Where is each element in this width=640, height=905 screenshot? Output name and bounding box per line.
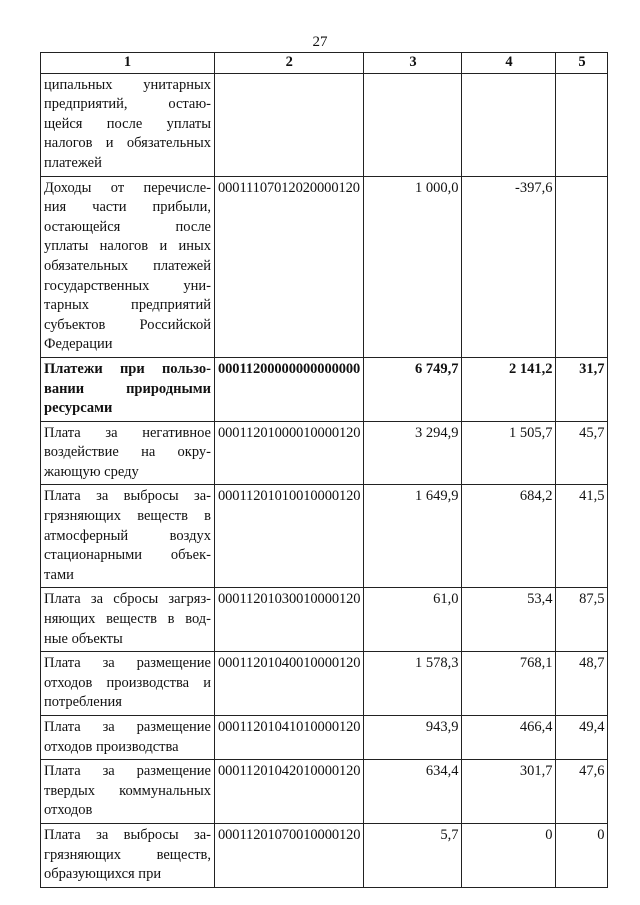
row-percent: 31,7 (556, 357, 608, 421)
row-percent: 49,4 (556, 716, 608, 760)
row-code: 00011201010010000120 (215, 485, 364, 588)
row-code (215, 73, 364, 176)
table-row (41, 716, 608, 760)
row-plan-value: 1 578,3 (364, 652, 462, 716)
row-name: Доходы от перечисле- ния части прибыли, остающейся после уплаты налогов и иных обязательных платежей государственных уни- тарных предприятий субъектов Российской Федерации (41, 176, 215, 357)
row-fact-value: 301,7 (462, 760, 556, 824)
row-fact-value (462, 73, 556, 176)
table-row (41, 357, 608, 421)
row-fact-value: -397,6 (462, 176, 556, 357)
row-fact-value: 768,1 (462, 652, 556, 716)
row-plan-value: 6 749,7 (364, 357, 462, 421)
row-percent (556, 176, 608, 357)
row-plan-value: 943,9 (364, 716, 462, 760)
column-header: 3 (364, 53, 462, 74)
row-percent (556, 73, 608, 176)
table-row (41, 485, 608, 588)
row-name: ципальных унитарных предприятий, остаю- щейся после уплаты налогов и обязательных платежей (41, 73, 215, 176)
row-percent: 47,6 (556, 760, 608, 824)
row-plan-value: 3 294,9 (364, 421, 462, 485)
row-code: 00011201040010000120 (215, 652, 364, 716)
row-fact-value: 1 505,7 (462, 421, 556, 485)
row-fact-value: 0 (462, 823, 556, 887)
row-name: Плата за сбросы загряз- няющих веществ в вод- ные объекты (41, 588, 215, 652)
table-row (41, 588, 608, 652)
table-row (41, 760, 608, 824)
column-header: 2 (215, 53, 364, 74)
table-row (41, 73, 608, 176)
row-code: 00011201042010000120 (215, 760, 364, 824)
row-name: Плата за выбросы за- грязняющих веществ, образующихся при (41, 823, 215, 887)
table-row (41, 823, 608, 887)
row-percent: 41,5 (556, 485, 608, 588)
row-plan-value: 5,7 (364, 823, 462, 887)
row-code: 00011200000000000000 (215, 357, 364, 421)
row-fact-value: 466,4 (462, 716, 556, 760)
row-name: Плата за размещение отходов производства (41, 716, 215, 760)
column-header: 5 (556, 53, 608, 74)
page-number: 27 (312, 34, 328, 50)
row-fact-value: 53,4 (462, 588, 556, 652)
row-code: 00011201070010000120 (215, 823, 364, 887)
column-header: 1 (41, 53, 215, 74)
row-name: Платежи при пользо- вании природными ресурсами (41, 357, 215, 421)
table-row (41, 421, 608, 485)
row-code: 00011201000010000120 (215, 421, 364, 485)
row-percent: 87,5 (556, 588, 608, 652)
row-plan-value: 1 649,9 (364, 485, 462, 588)
row-percent: 48,7 (556, 652, 608, 716)
row-name: Плата за размещение отходов производства и потребления (41, 652, 215, 716)
budget-table (40, 52, 608, 888)
row-plan-value: 61,0 (364, 588, 462, 652)
row-code: 00011107012020000120 (215, 176, 364, 357)
row-percent: 45,7 (556, 421, 608, 485)
row-fact-value: 2 141,2 (462, 357, 556, 421)
row-name: Плата за негативное воздействие на окру- жающую среду (41, 421, 215, 485)
row-percent: 0 (556, 823, 608, 887)
row-name: Плата за размещение твердых коммунальных отходов (41, 760, 215, 824)
table-row (41, 652, 608, 716)
table-body (41, 73, 608, 887)
row-name: Плата за выбросы за- грязняющих веществ в атмосферный воздух стационарными объек- тами (41, 485, 215, 588)
row-plan-value: 1 000,0 (364, 176, 462, 357)
row-plan-value (364, 73, 462, 176)
column-header: 4 (462, 53, 556, 74)
table-row (41, 176, 608, 357)
row-plan-value: 634,4 (364, 760, 462, 824)
table-header-row (41, 53, 608, 74)
row-fact-value: 684,2 (462, 485, 556, 588)
row-code: 00011201030010000120 (215, 588, 364, 652)
row-code: 00011201041010000120 (215, 716, 364, 760)
